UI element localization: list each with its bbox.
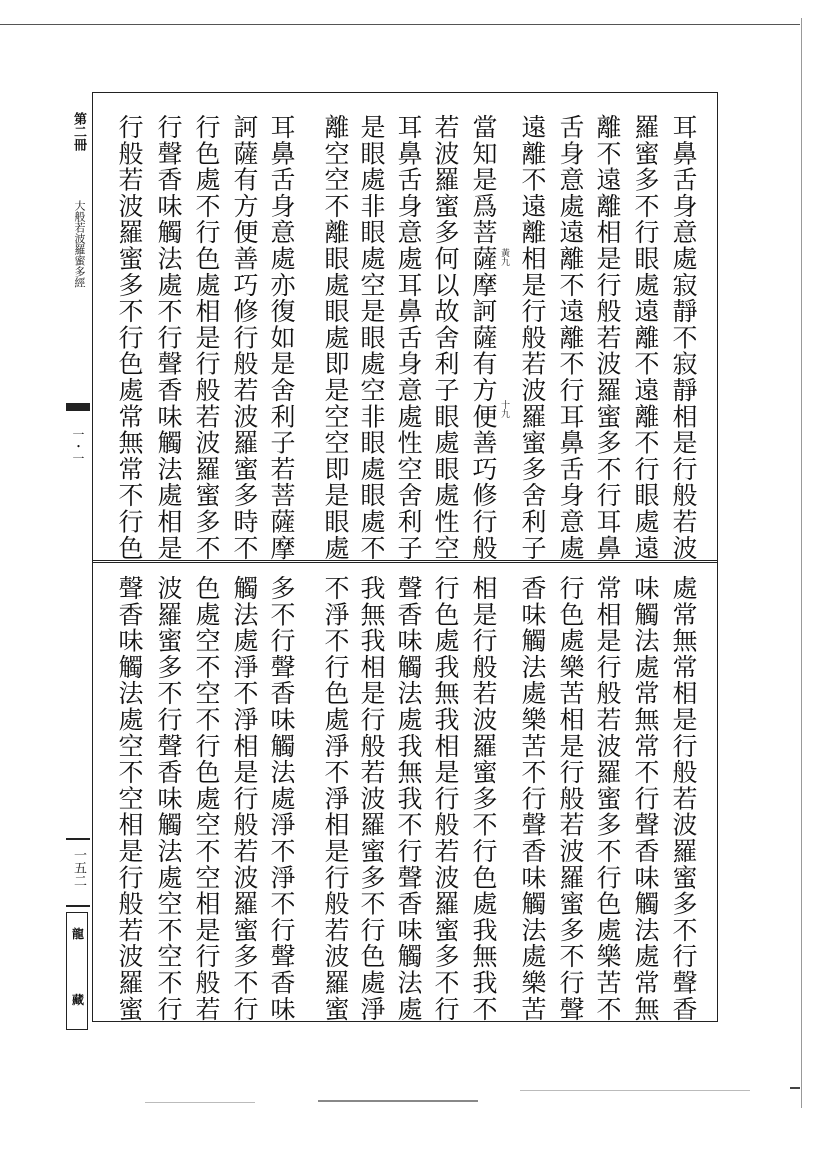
stamp-box	[66, 912, 88, 1030]
text-column: 香味觸法處樂苦不行聲香味觸法處樂苦	[518, 575, 547, 1023]
text-column: 相是行般若波羅蜜多不行色處我無我不	[469, 575, 498, 1023]
text-column: 不淨不行色處淨不淨相是行般若波羅蜜	[321, 575, 350, 1023]
sutra-title: 大般若波羅蜜多經	[73, 200, 86, 288]
text-column: 常相是行般若波羅蜜多不行色處樂苦不	[593, 575, 622, 1023]
text-column: 色處空不空不行色處空不空相是行般若	[192, 575, 221, 1023]
text-column: 若波羅蜜多何以故舍利子眼處眼處性空	[431, 114, 460, 562]
text-column: 遠離不遠離相是行般若波羅蜜多舍利子	[518, 114, 547, 562]
text-column: 離空空不離眼處眼處即是空空即是眼處	[321, 114, 350, 562]
text-column: 行聲香味觸法處不行聲香味觸法處相是	[154, 114, 183, 562]
top-edge-line	[0, 24, 800, 25]
text-column: 味觸法處常無常不行聲香味觸法處常無	[631, 575, 660, 1023]
scan-artifact	[790, 1087, 800, 1089]
text-column: 行色處不行色處相是行般若波羅蜜多不	[192, 114, 221, 562]
text-column: 觸法處淨不淨相是行般若波羅蜜多不行	[230, 575, 259, 1023]
stamp-bottom-char: 藏	[71, 993, 84, 1007]
text-column: 耳鼻舌身意處亦復如是舍利子若菩薩摩	[267, 114, 296, 562]
scan-artifact	[145, 1102, 255, 1103]
annotation-note: 黃九	[499, 248, 509, 266]
volume-label: 第二冊	[71, 112, 86, 151]
scan-artifact	[318, 1100, 478, 1102]
section-label: 一・一	[71, 428, 85, 464]
text-column: 耳鼻舌身意處耳鼻舌身意處性空舍利子	[394, 114, 423, 562]
text-column: 聲香味觸法處空不空相是行般若波羅蜜	[115, 575, 144, 1023]
annotation-note: 十九	[499, 400, 509, 418]
text-column: 多不行聲香味觸法處淨不淨不行聲香味	[267, 575, 296, 1023]
text-column: 當知是爲菩薩摩訶薩有方便善巧修行般	[469, 114, 498, 562]
text-column: 行般若波羅蜜多不行色處常無常不行色	[115, 114, 144, 562]
text-column: 羅蜜多不行眼處遠離不遠離不行眼處遠	[631, 114, 660, 562]
scan-artifact	[520, 1090, 750, 1091]
page-number: 一五二	[71, 848, 86, 887]
text-column: 訶薩有方便善巧修行般若波羅蜜多時不	[230, 114, 259, 562]
text-column: 離不遠離相是行般若波羅蜜多不行耳鼻	[593, 114, 622, 562]
text-column: 行色處我無我相是行般若波羅蜜多不行	[431, 575, 460, 1023]
stamp-top-char: 龍	[71, 927, 84, 941]
text-column: 處常無常相是行般若波羅蜜多不行聲香	[669, 575, 698, 1023]
margin-rule-upper	[66, 838, 90, 840]
right-edge-line	[801, 18, 802, 1108]
text-column: 舌身意處遠離不遠離不行耳鼻舌身意處	[556, 114, 585, 562]
text-column: 聲香味觸法處我無我不行聲香味觸法處	[394, 575, 423, 1023]
margin-bar	[66, 403, 90, 411]
margin-rule-lower	[66, 905, 90, 907]
text-column: 是眼處非眼處空是眼處空非眼處眼處不	[357, 114, 386, 562]
text-column: 波羅蜜多不行聲香味觸法處空不空不行	[154, 575, 183, 1023]
text-column: 耳鼻舌身意處寂靜不寂靜相是行般若波	[669, 114, 698, 562]
text-column: 我無我相是行般若波羅蜜多不行色處淨	[357, 575, 386, 1023]
text-column: 行色處樂苦相是行般若波羅蜜多不行聲	[556, 575, 585, 1023]
